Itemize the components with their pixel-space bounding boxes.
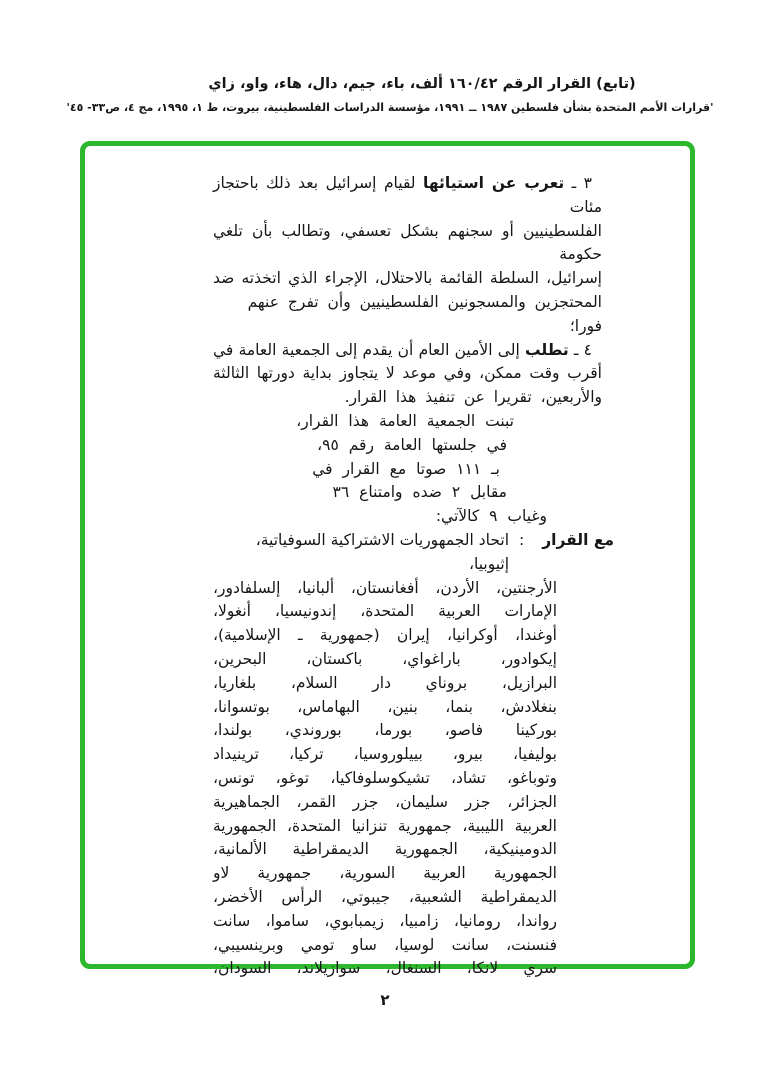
text-line: الأرجنتين، الأردن، أفغانستان، ألبانيا، إلسلفادور،: [213, 578, 557, 597]
text-line: بوركينا فاصو، بورما، بوروندي، بولندا،: [213, 721, 557, 740]
text-line: إيكوادور، باراغواي، باكستان، البحرين،: [213, 649, 557, 668]
vote-for-row: [213, 529, 614, 577]
text-line: المحتجزين والمسجونين الفلسطينيين وأن تفرج عنهم فورا؛: [247, 292, 602, 335]
text-line: في جلستها العامة رقم ٩٥،: [317, 435, 507, 454]
text-line: مقابل ٢ ضده وامتناع ٣٦: [332, 483, 507, 502]
text-line: الجمهورية العربية السورية، جمهورية لاو: [213, 864, 557, 883]
text-line: الدومينيكية، الجمهورية الديمقراطية الألمانية،: [213, 840, 557, 859]
text-line: ٣ ـ تعرب عن استيائها لقيام إسرائيل بعد ذلك باحتجاز مئات: [213, 174, 602, 216]
vote-for-label: مع القرار: [542, 530, 614, 549]
text-line: العربية الليبية، جمهورية تنزانيا المتحدة، الجمهورية: [213, 816, 557, 835]
vote-for-first-line: اتحاد الجمهوريات الاشتراكية السوفياتية، إثيوبيا،: [255, 530, 510, 573]
text-line: بوليفيا، بيرو، بييلوروسيا، تركيا، ترينيداد: [213, 745, 557, 764]
text-line: رواندا، رومانيا، زامبيا، زيمبابوي، ساموا، سانت: [213, 911, 557, 930]
operative-paragraphs: [213, 172, 602, 410]
text-line: تبنت الجمعية العامة هذا القرار،: [296, 411, 514, 430]
text-line: الديمقراطية الشعبية، جيبوتي، الرأس الأخضر،: [213, 887, 557, 906]
adoption-statement: [213, 410, 602, 529]
text-line: البرازيل، بروناي دار السلام، بلغاريا،: [213, 673, 557, 692]
text-line: إسرائيل، السلطة القائمة بالاحتلال، الإجراء الذي اتخذته ضد: [213, 269, 602, 288]
text-line: والأربعين، تقريرا عن تنفيذ هذا القرار.: [344, 388, 602, 407]
text-line: الإمارات العربية المتحدة، إندونيسيا، أنغولا،: [213, 602, 557, 621]
header-citation: 'قرارات الأمم المتحدة بشأن فلسطين ١٩٨٧ ــ ١٩٩١، مؤسسة الدراسات الفلسطينية، بيروت، ط ١، ١٩٩٥، مج ٤، ص٣٣- ٤٥': [66, 101, 714, 114]
text-line: بـ ١١١ صوتا مع القرار في: [312, 459, 500, 478]
vote-for-colon: :: [519, 530, 525, 549]
resolution-text: [213, 172, 614, 981]
text-line: أوغندا، أوكرانيا، إيران (جمهورية ـ الإسلامية)،: [213, 626, 557, 645]
text-line: الجزائر، جزر سليمان، جزر القمر، الجماهيرية: [213, 792, 557, 811]
text-line: بنغلادش، بنما، بنين، البهاماس، بوتسوانا،: [213, 697, 557, 716]
text-line: أقرب وقت ممكن، وفي موعد لا يتجاوز بداية دورتها الثالثة: [213, 364, 602, 383]
page-header: [0, 0, 770, 114]
content-frame: [80, 141, 695, 978]
text-line: ٤ ـ تطلب إلى الأمين العام أن يقدم إلى الجمعية العامة في: [213, 340, 592, 359]
text-line: الفلسطينيين أو سجنهم بشكل تعسفي، وتطالب بأن تلغي حكومة: [213, 221, 602, 264]
text-line: فنسنت، سانت لوسيا، ساو تومي وبرينسيبي،: [213, 935, 557, 954]
page-number: ٢: [380, 991, 390, 1009]
text-line: وغياب ٩ كالآتي:: [435, 507, 547, 526]
text-line: وتوباغو، تشاد، تشيكوسلوفاكيا، توغو، تونس،: [213, 768, 557, 787]
vote-for-country-list: [213, 577, 557, 982]
text-line: سري لانكا، السنغال، سوازيلاند، السودان،: [213, 959, 557, 978]
header-resolution-title: (تابع) القرار الرقم ١٦٠/٤٢ ألف، باء، جيم، دال، هاء، واو، زاي: [208, 76, 636, 92]
